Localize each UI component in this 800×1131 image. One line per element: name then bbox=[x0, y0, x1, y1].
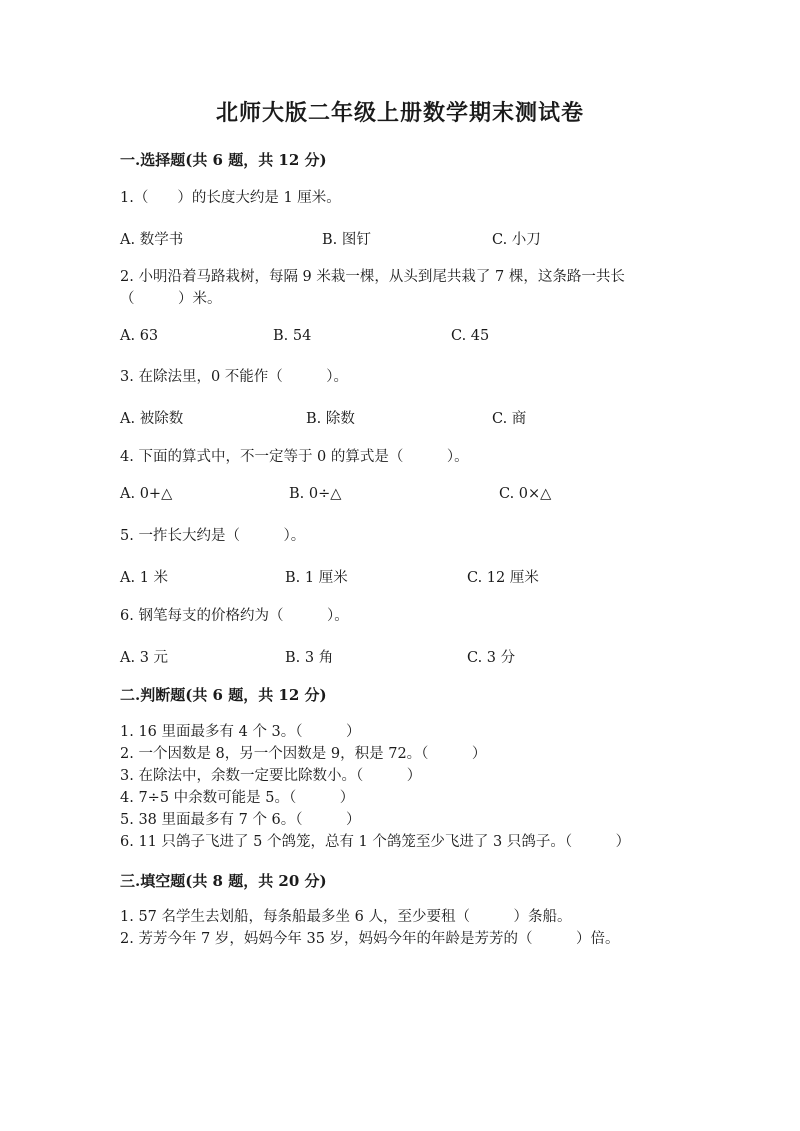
question-5: 5. 一拃长大约是（ ）。 bbox=[120, 528, 306, 544]
option-5b: B. 1 厘米 bbox=[285, 570, 348, 586]
option-2a: A. 63 bbox=[120, 328, 159, 344]
option-1a: A. 数学书 bbox=[120, 232, 184, 248]
judge-item: 1. 16 里面最多有 4 个 3。（ ） bbox=[120, 724, 361, 740]
judge-item: 3. 在除法中，余数一定要比除数小。（ ） bbox=[120, 768, 422, 784]
question-2: 2. 小明沿着马路栽树，每隔 9 米栽一棵，从头到尾共栽了 7 棵，这条路一共长（ ）米。 bbox=[120, 269, 625, 307]
option-6b: B. 3 角 bbox=[285, 650, 334, 666]
fill-item: 2. 芳芳今年 7 岁，妈妈今年 35 岁，妈妈今年的年龄是芳芳的（ ）倍。 bbox=[120, 931, 620, 947]
question-3: 3. 在除法里，0 不能作（ ）。 bbox=[120, 369, 349, 385]
judge-item: 5. 38 里面最多有 7 个 6。（ ） bbox=[120, 812, 361, 828]
option-5a: A. 1 米 bbox=[120, 570, 169, 586]
option-6c: C. 3 分 bbox=[467, 650, 516, 666]
judge-list bbox=[120, 721, 630, 853]
option-3a: A. 被除数 bbox=[120, 411, 184, 427]
judge-item: 2. 一个因数是 8，另一个因数是 9，积是 72。（ ） bbox=[120, 746, 487, 762]
option-4b: B. 0÷△ bbox=[289, 486, 342, 502]
option-2b: B. 54 bbox=[273, 328, 312, 344]
fill-list bbox=[120, 906, 620, 950]
section-heading-judge: 二.判断题(共 6 题，共 12 分) bbox=[120, 686, 327, 704]
option-6a: A. 3 元 bbox=[120, 650, 169, 666]
fill-item: 1. 57 名学生去划船，每条船最多坐 6 人，至少要租（ ）条船。 bbox=[120, 909, 572, 925]
option-4a: A. 0+△ bbox=[120, 486, 173, 502]
judge-item: 4. 7÷5 中余数可能是 5。（ ） bbox=[120, 790, 355, 806]
question-1: 1.（ ）的长度大约是 1 厘米。 bbox=[120, 190, 341, 206]
section-heading-fill: 三.填空题(共 8 题，共 20 分) bbox=[120, 872, 327, 890]
page-title: 北师大版二年级上册数学期末测试卷 bbox=[215, 100, 584, 126]
option-1b: B. 图钉 bbox=[322, 232, 371, 248]
option-5c: C. 12 厘米 bbox=[467, 570, 539, 586]
judge-item: 6. 11 只鸽子飞进了 5 个鸽笼，总有 1 个鸽笼至少飞进了 3 只鸽子。（ ） bbox=[120, 834, 631, 850]
section-heading-choice: 一.选择题(共 6 题，共 12 分) bbox=[120, 151, 327, 169]
option-1c: C. 小刀 bbox=[492, 232, 541, 248]
question-4: 4. 下面的算式中，不一定等于 0 的算式是（ ）。 bbox=[120, 449, 469, 465]
option-4c: C. 0×△ bbox=[499, 486, 552, 502]
option-2c: C. 45 bbox=[451, 328, 490, 344]
question-6: 6. 钢笔每支的价格约为（ ）。 bbox=[120, 608, 349, 624]
option-3b: B. 除数 bbox=[306, 411, 355, 427]
option-3c: C. 商 bbox=[492, 411, 527, 427]
